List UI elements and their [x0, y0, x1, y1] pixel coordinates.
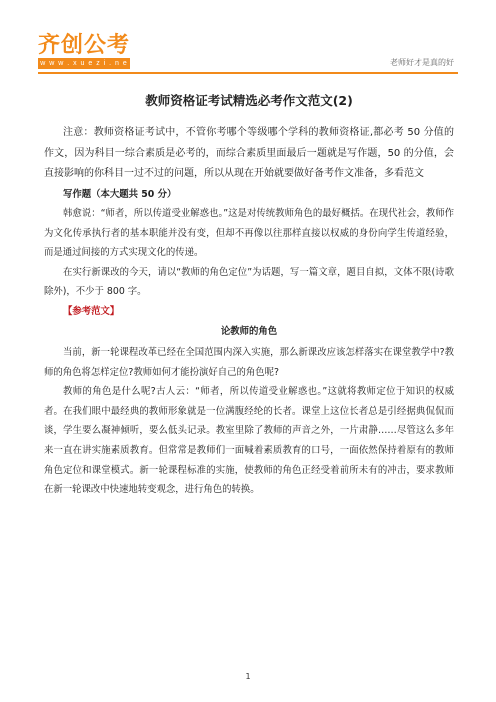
logo — [38, 28, 134, 78]
logo-url: w w w . x u e z i . n e t — [38, 58, 130, 69]
prompt-paragraph-1: 韩愈说：“师者，所以传道受业解惑也。”这是对传统教师角色的最好概括。在现代社会，教师作为文化传承执行者的基本职能并没有变，但却不再像以往那样直接以权威的身份向学生传道经验，而是通过间接的方式实现文化的传递。 — [44, 208, 454, 259]
logo-name: 齐创公考 — [38, 33, 131, 58]
essay-paragraph-1: 当前，新一轮课程改革已经在全国范围内深入实施，那么新课改应该怎样落实在课堂教学中?教师的角色将怎样定位?教师如何才能扮演好自己的角色呢? — [44, 347, 454, 378]
page-header — [0, 0, 496, 80]
essay-paragraph-2: 教师的角色是什么呢?古人云：“师者，所以传道受业解惑也。”这就将教师定位于知识的权威者。在我们眼中最经典的教师形象就是一位满腹经纶的长者。课堂上这位长者总是引经据典侃侃而谈，学生要么凝神倾听，要么低头记录。教室里除了教师的声音之外，一片肃静……尽管这么多年来一直在讲实施素质教育。但常常是教师们一面喊着素质教育的口号，一面依然保持着原有的教师角色定位和课堂模式。新一轮课程标准的实施，使教师的角色正经受着前所未有的冲击，要求教师在新一轮课改中快速地转变观念，进行角色的转换。 — [44, 386, 454, 496]
header-slogan: 老师好才是真的好 — [390, 58, 454, 67]
essay-title: 论教师的角色 — [220, 326, 278, 338]
document-title: 教师资格证考试精选必考作文范文(2) — [145, 93, 353, 108]
prompt-paragraph-2: 在实行新课改的今天，请以“教师的角色定位”为话题，写一篇文章，题目自拟，文体不限(诗歌除外)，不少于 800 字。 — [44, 266, 454, 298]
header-divider — [38, 72, 458, 74]
reference-label: 【参考范文】 — [63, 306, 120, 318]
document-body — [44, 91, 454, 500]
page-number: 1 — [245, 672, 251, 681]
intro-paragraph: 注意：教师资格证考试中，不管你考哪个等级哪个学科的教师资格证,都必考 50 分值的作文，因为科目一综合素质是必考的，而综合素质里面最后一题就是写作题，50 的分值，会直接影响的你科目一过不过的问题，所以从现在开始就要做好备考作文准备，多看范文 — [44, 127, 454, 179]
section-heading: 写作题（本大题共 50 分） — [63, 188, 177, 200]
